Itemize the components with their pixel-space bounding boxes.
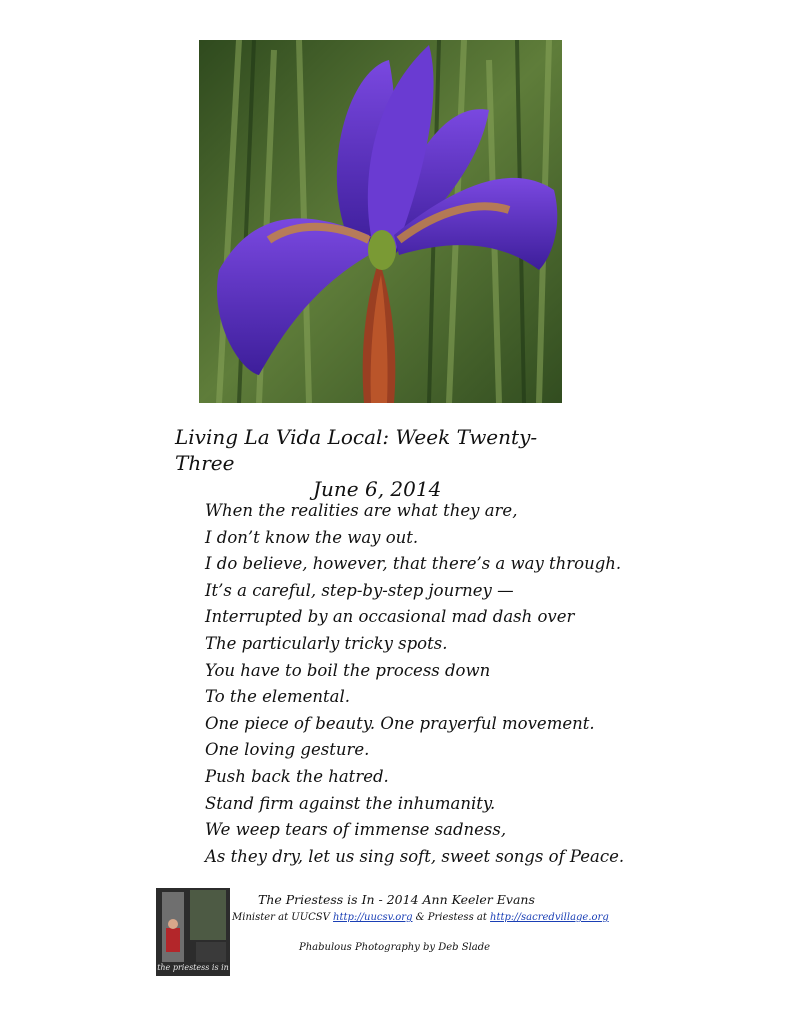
minister-label: Minister at UUCSV [232,912,334,923]
footer-minister-line [232,912,609,923]
priestess-label: & Priestess at [412,912,491,923]
poem-line: When the realities are what they are, [205,501,518,520]
poem-line: We weep tears of immense sadness, [205,820,507,840]
poem-line: The particularly tricky spots. [205,633,448,653]
poem-line: It’s a careful, step-by-step journey — [205,580,514,600]
poem-line: You have to boil the process down [205,660,491,680]
poem-line: Push back the hatred. [205,766,389,786]
uucsv-link[interactable]: http://uucsv.org [333,912,413,923]
sacredvillage-link[interactable]: http://sacredvillage.org [490,912,609,923]
poem-line: Interrupted by an occasional mad dash over [205,607,575,627]
poem-line: One piece of beauty. One prayerful movement. [205,713,595,733]
poem-line: As they dry, let us sing soft, sweet songs of Peace. [205,846,625,866]
priestess-thumbnail [156,888,230,976]
title-line: Living La Vida Local: Week Twenty-Three [175,425,538,475]
photo-credit: Phabulous Photography by Deb Slade [299,942,491,953]
title-date: June 6, 2014 [313,477,442,501]
poem-line: Stand firm against the inhumanity. [205,793,496,813]
poem-line: I do believe, however, that there’s a way through. [205,554,622,574]
thumbnail-caption: the priestess is in [157,963,229,972]
poem-line: I don’t know the way out. [205,527,419,547]
poem-body [205,498,685,870]
footer-credit: The Priestess is In - 2014 Ann Keeler Evans [258,892,535,907]
poem-line: To the elemental. [205,687,351,707]
poem-line: One loving gesture. [205,740,370,760]
iris-photo [199,40,562,403]
poem-title [175,424,595,502]
iris-illustration [199,40,562,403]
